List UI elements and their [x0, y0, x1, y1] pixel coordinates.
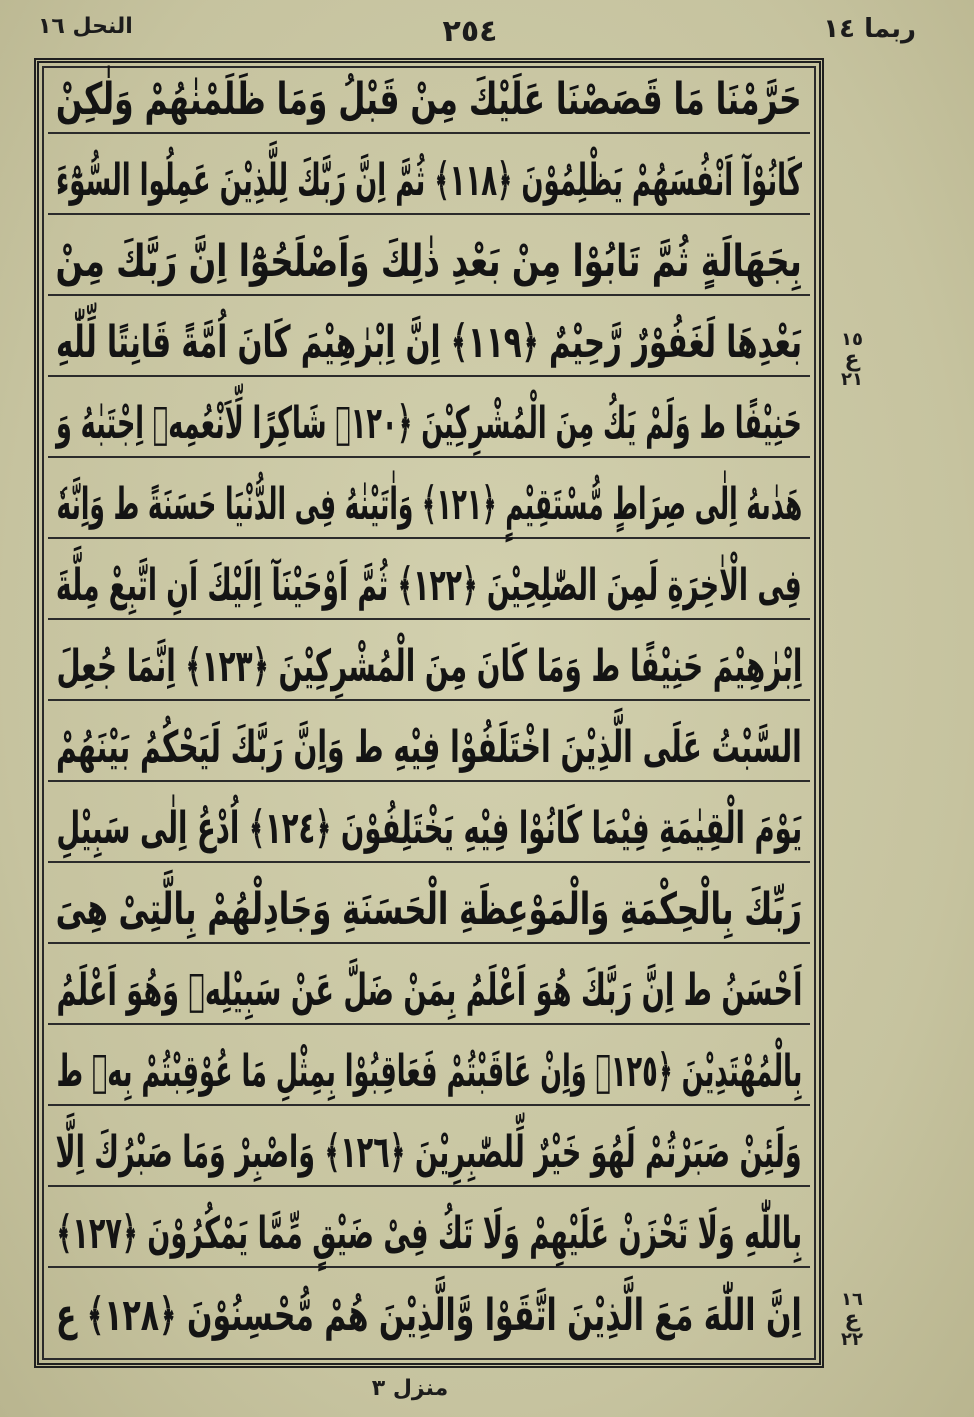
text-line	[48, 68, 810, 134]
ruku-marker	[830, 330, 874, 390]
ruku-marker-top: ١٥	[841, 329, 863, 350]
juz-header: ربما ١٤	[823, 14, 916, 44]
line-text: بَعْدِهَا لَغَفُوْرٌ رَّحِيْمٌ ﴿١١٩﴾ اِنَّ اِبْرٰهِيْمَ كَانَ اُمَّةً قَانِتًا لِّلّٰهِ	[55, 317, 803, 368]
line-text: رَبِّكَ بِالْحِكْمَةِ وَالْمَوْعِظَةِ الْحَسَنَةِ وَجَادِلْهُمْ بِالَّتِىْ هِىَ	[55, 884, 803, 935]
line-text: هَدٰىهُ اِلٰى صِرَاطٍ مُّسْتَقِيْمٍ ﴿١٢١﴾ وَاٰتَيْنٰهُ فِى الدُّنْيَا حَسَنَةً ط وَاِنَّهٗ	[56, 479, 802, 530]
line-text: وَلَئِنْ صَبَرْتُمْ لَهُوَ خَيْرٌ لِّلصّٰبِرِيْنَ ﴿١٢٦﴾ وَاصْبِرْ وَمَا صَبْرُكَ اِلَّا	[55, 1127, 803, 1178]
ruku-marker-bottom: ٢٢	[841, 1329, 863, 1350]
line-text: اِنَّ اللّٰهَ مَعَ الَّذِيْنَ اتَّقَوْا وَّالَّذِيْنَ هُمْ مُّحْسِنُوْنَ ﴿١٢٨﴾ ع	[56, 1290, 802, 1341]
text-line	[48, 230, 810, 296]
text-line	[48, 1040, 810, 1106]
text-line	[48, 716, 810, 782]
ruku-marker-bottom: ٢١	[841, 369, 863, 390]
line-text: اَحْسَنُ ط اِنَّ رَبَّكَ هُوَ اَعْلَمُ بِمَنْ ضَلَّ عَنْ سَبِيْلِهٖ وَهُوَ اَعْلَمُ	[56, 965, 802, 1016]
line-text: حَنِيْفًا ط وَلَمْ يَكُ مِنَ الْمُشْرِكِيْنَ ﴿١٢٠﴾ شَاكِرًا لِّاَنْعُمِهٖ اِجْتَبٰهُ وَ	[56, 398, 802, 449]
text-line	[48, 635, 810, 701]
line-text: السَّبْتُ عَلَى الَّذِيْنَ اخْتَلَفُوْا فِيْهِ ط وَاِنَّ رَبَّكَ لَيَحْكُمُ بَيْنَهُمْ	[56, 722, 802, 773]
line-text: بِجَهَالَةٍ ثُمَّ تَابُوْا مِنْ بَعْدِ ذٰلِكَ وَاَصْلَحُوْٓا اِنَّ رَبَّكَ مِنْ	[55, 236, 803, 287]
text-frame	[34, 58, 824, 1368]
ruku-marker-symbol: ع	[844, 1307, 860, 1332]
text-line	[48, 149, 810, 215]
text-line	[48, 878, 810, 944]
page-number: ٢٥٤	[442, 14, 498, 49]
text-line	[48, 1202, 810, 1268]
ruku-marker-top: ١٦	[841, 1289, 863, 1310]
text-line	[48, 1283, 810, 1349]
surah-header: النحل ١٦	[38, 14, 133, 39]
line-text: بِاللّٰهِ وَلَا تَحْزَنْ عَلَيْهِمْ وَلَا تَكُ فِىْ ضَيْقٍ مِّمَّا يَمْكُرُوْنَ ﴿١٢٧﴾	[56, 1208, 802, 1259]
text-line	[48, 392, 810, 458]
text-block	[42, 66, 816, 1360]
line-text: يَوْمَ الْقِيٰمَةِ فِيْمَا كَانُوْا فِيْهِ يَخْتَلِفُوْنَ ﴿١٢٤﴾ اُدْعُ اِلٰى سَبِيْلِ	[56, 803, 802, 854]
ruku-marker-symbol: ع	[844, 347, 860, 372]
text-line	[48, 473, 810, 539]
text-line	[48, 797, 810, 863]
line-text: كَانُوْآ اَنْفُسَهُمْ يَظْلِمُوْنَ ﴿١١٨﴾ ثُمَّ اِنَّ رَبَّكَ لِلَّذِيْنَ عَمِلُوا السُّوْٓءَ	[55, 155, 803, 206]
ruku-marker	[830, 1290, 874, 1350]
text-line	[48, 1121, 810, 1187]
text-line	[48, 959, 810, 1025]
line-text: بِالْمُهْتَدِيْنَ ﴿١٢٥﴾ وَاِنْ عَاقَبْتُمْ فَعَاقِبُوْا بِمِثْلِ مَا عُوْقِبْتُمْ بِهٖ ط	[56, 1046, 802, 1097]
text-line	[48, 554, 810, 620]
line-text: حَرَّمْنَا مَا قَصَصْنَا عَلَيْكَ مِنْ قَبْلُ وَمَا ظَلَمْنٰهُمْ وَلٰكِنْ	[56, 74, 802, 125]
text-line	[48, 311, 810, 377]
line-text: اِبْرٰهِيْمَ حَنِيْفًا ط وَمَا كَانَ مِنَ الْمُشْرِكِيْنَ ﴿١٢٣﴾ اِنَّمَا جُعِلَ	[56, 641, 802, 692]
manzil-footer: منزل ٣	[371, 1376, 449, 1401]
line-text: فِى الْاٰخِرَةِ لَمِنَ الصّٰلِحِيْنَ ﴿١٢٢﴾ ثُمَّ اَوْحَيْنَآ اِلَيْكَ اَنِ اتَّبِعْ مِلَّةَ	[56, 560, 802, 611]
